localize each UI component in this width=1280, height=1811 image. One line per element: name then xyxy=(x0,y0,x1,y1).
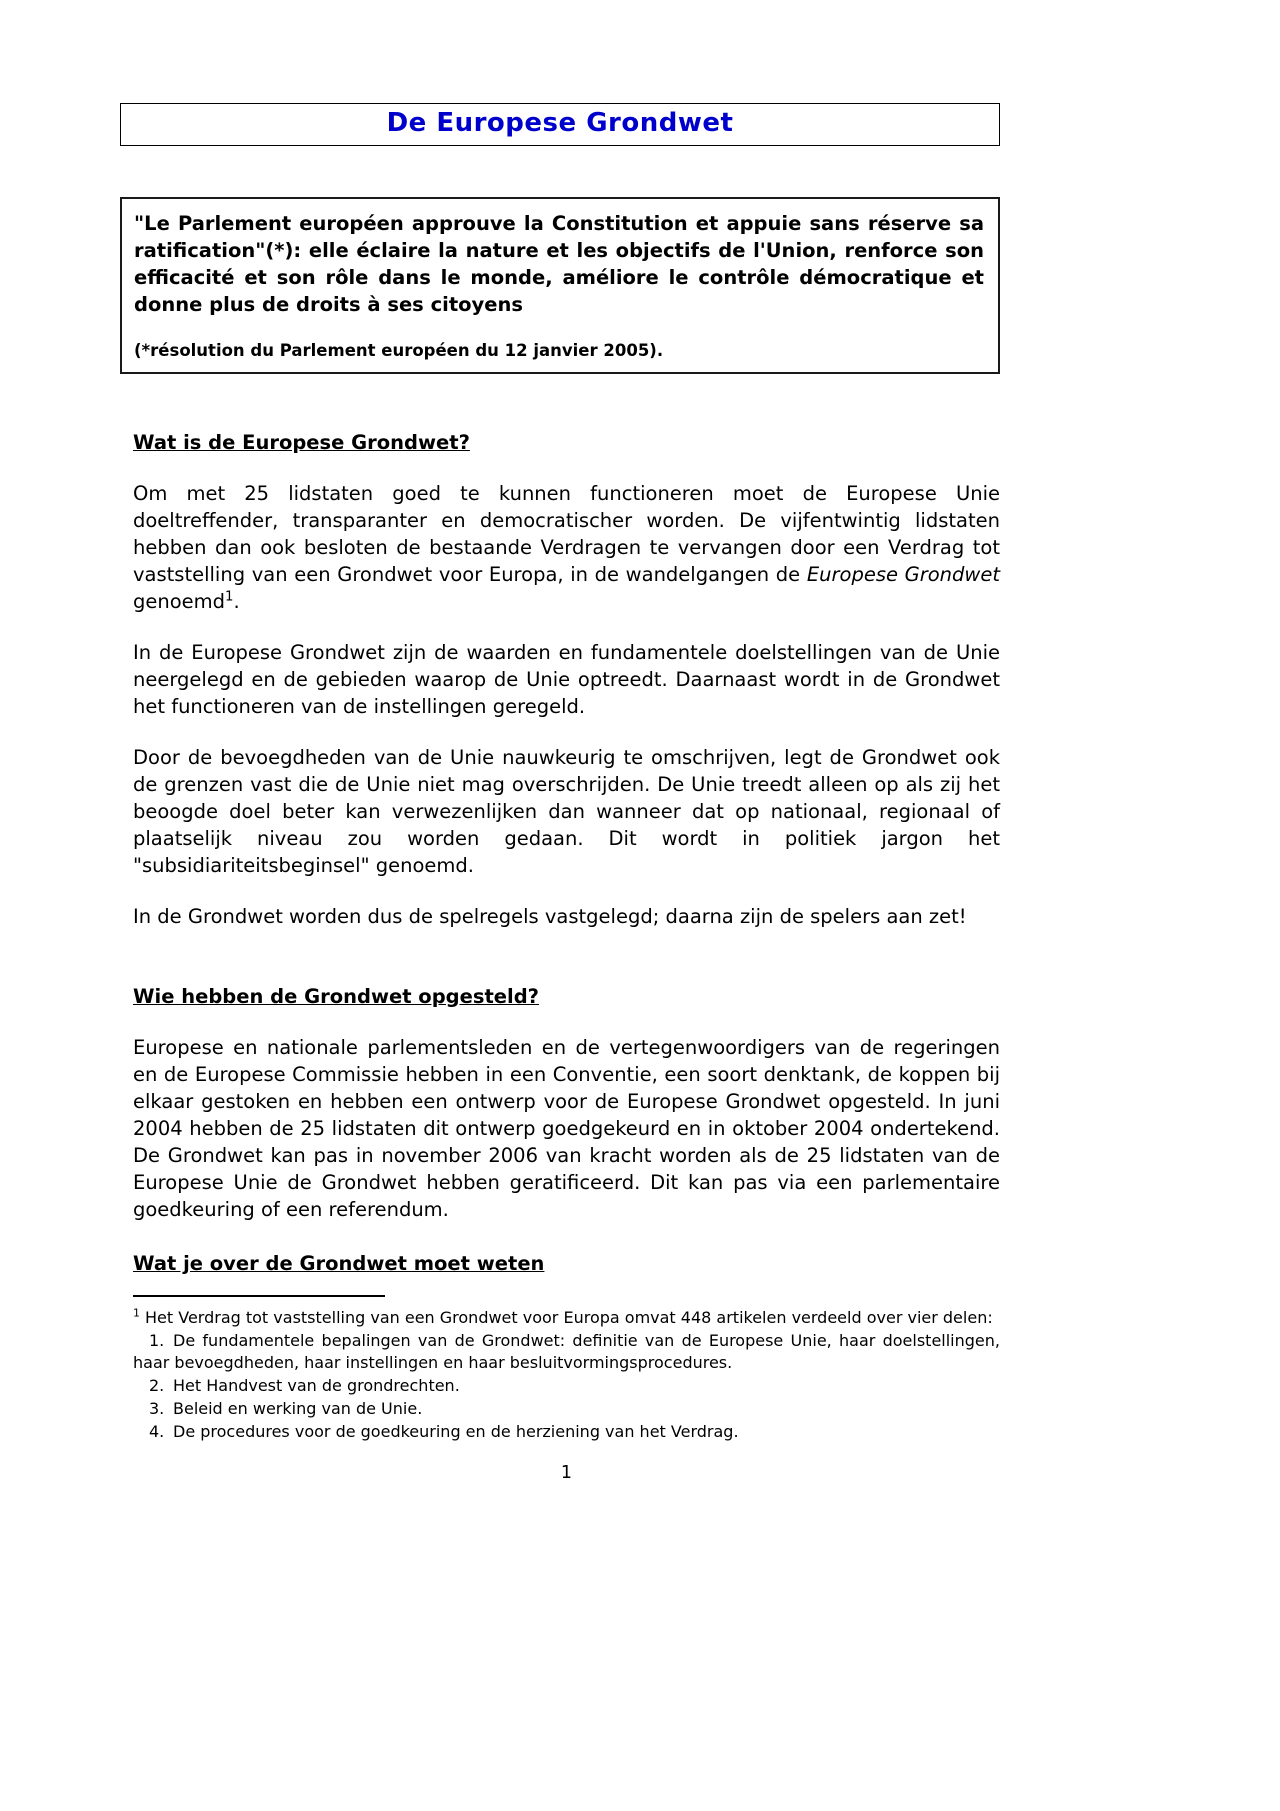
footnote-item-text: De fundamentele bepalingen van de Grondwet: definitie van de Europese Unie, haar doelstellingen, haar bevoegdheden, haar instellingen en haar besluitvormingsprocedures. xyxy=(133,1331,1000,1372)
paragraph-intro-lidstaten xyxy=(133,480,1000,615)
footnote-list-item xyxy=(133,1330,1000,1374)
footnote-section xyxy=(133,1295,1000,1443)
footnote-list-item xyxy=(133,1421,1000,1443)
footnote-item-text: Het Handvest van de grondrechten. xyxy=(173,1376,460,1395)
paragraph-waarden-doelstellingen: In de Europese Grondwet zijn de waarden en fundamentele doelstellingen van de Unie neergelegd en de gebieden waarop de Unie optreedt. Daarnaast wordt in de Grondwet het functioneren van de instellingen geregeld. xyxy=(133,641,1000,718)
paragraph-bevoegdheden: Door de bevoegdheden van de Unie nauwkeurig te omschrijven, legt de Grondwet ook de grenzen vast die de Unie niet mag overschrijden. De Unie treedt alleen op als zij het beoogde doel beter kan verwezenlijken dan wanneer dat op nationaal, regionaal of plaatselijk niveau zou worden gedaan. Dit wordt in politiek jargon het "subsidiariteitsbeginsel" genoemd. xyxy=(133,746,1000,877)
quote-text: "Le Parlement européen approuve la Constitution et appuie sans réserve sa ratification"(*): elle éclaire la nature et les objectifs de l'Union, renforce son efficacité et son rôle dans le monde, améliore le contrôle démocratique et donne plus de droits à ses citoyens xyxy=(134,212,984,316)
paragraph-spelregels: In de Grondwet worden dus de spelregels vastgelegd; daarna zijn de spelers aan zet! xyxy=(133,905,967,928)
footnote-item-number: 3. xyxy=(149,1399,165,1418)
italic-term-europese-grondwet: Europese Grondwet xyxy=(806,563,1000,586)
quote-box xyxy=(120,197,1000,374)
footnote-item-text: Beleid en werking van de Unie. xyxy=(173,1399,423,1418)
section-heading-wat-weten: Wat je over de Grondwet moet weten xyxy=(133,1252,545,1275)
footnote-item-text: De procedures voor de goedkeuring en de herziening van het Verdrag. xyxy=(173,1422,739,1441)
paragraph-text: genoemd xyxy=(133,590,226,613)
document-content xyxy=(133,103,1000,1443)
footnote-item-number: 4. xyxy=(149,1422,165,1441)
page-number: 1 xyxy=(560,1463,573,1483)
footnote-list-item xyxy=(133,1398,1000,1420)
quote-source: (*résolution du Parlement européen du 12 janvier 2005). xyxy=(134,341,664,360)
footnote-separator-rule xyxy=(133,1295,385,1297)
footnote-marker: 1 xyxy=(133,1306,140,1320)
section-heading-wie-opgesteld: Wie hebben de Grondwet opgesteld? xyxy=(133,985,539,1008)
paragraph-text: Om met 25 lidstaten goed te kunnen functioneren moet de Europese Unie doeltreffender, transparanter en democratischer worden. De vijfentwintig lidstaten hebben dan ook besloten de bestaande Verdragen te vervangen door een Verdrag tot vaststelling van een Grondwet voor Europa, in de wandelgangen de xyxy=(133,482,1000,586)
paragraph-text: . xyxy=(233,590,240,613)
paragraph-conventie: Europese en nationale parlementsleden en de vertegenwoordigers van de regeringen en de Europese Commissie hebben in een Conventie, een soort denktank, de koppen bij elkaar gestoken en hebben een ontwerp voor de Europese Grondwet opgesteld. In juni 2004 hebben de 25 lidstaten dit ontwerp goedgekeurd en in oktober 2004 ondertekend. De Grondwet kan pas in november 2006 van kracht worden als de 25 lidstaten van de Europese Unie de Grondwet hebben geratificeerd. Dit kan pas via een parlementaire goedkeuring of een referendum. xyxy=(133,1036,1000,1221)
page-title: De Europese Grondwet xyxy=(386,108,734,138)
section-heading-wat-is-grondwet: Wat is de Europese Grondwet? xyxy=(133,431,470,454)
footnote-item-number: 2. xyxy=(149,1376,165,1395)
footnote-intro-text: Het Verdrag tot vaststelling van een Grondwet voor Europa omvat 448 artikelen verdeeld over vier delen: xyxy=(139,1308,993,1327)
title-box xyxy=(120,103,1000,146)
footnote-list-item xyxy=(133,1375,1000,1397)
footnote-reference: 1 xyxy=(225,589,234,605)
footnote-intro xyxy=(133,1307,1000,1329)
footnote-item-number: 1. xyxy=(149,1331,165,1350)
